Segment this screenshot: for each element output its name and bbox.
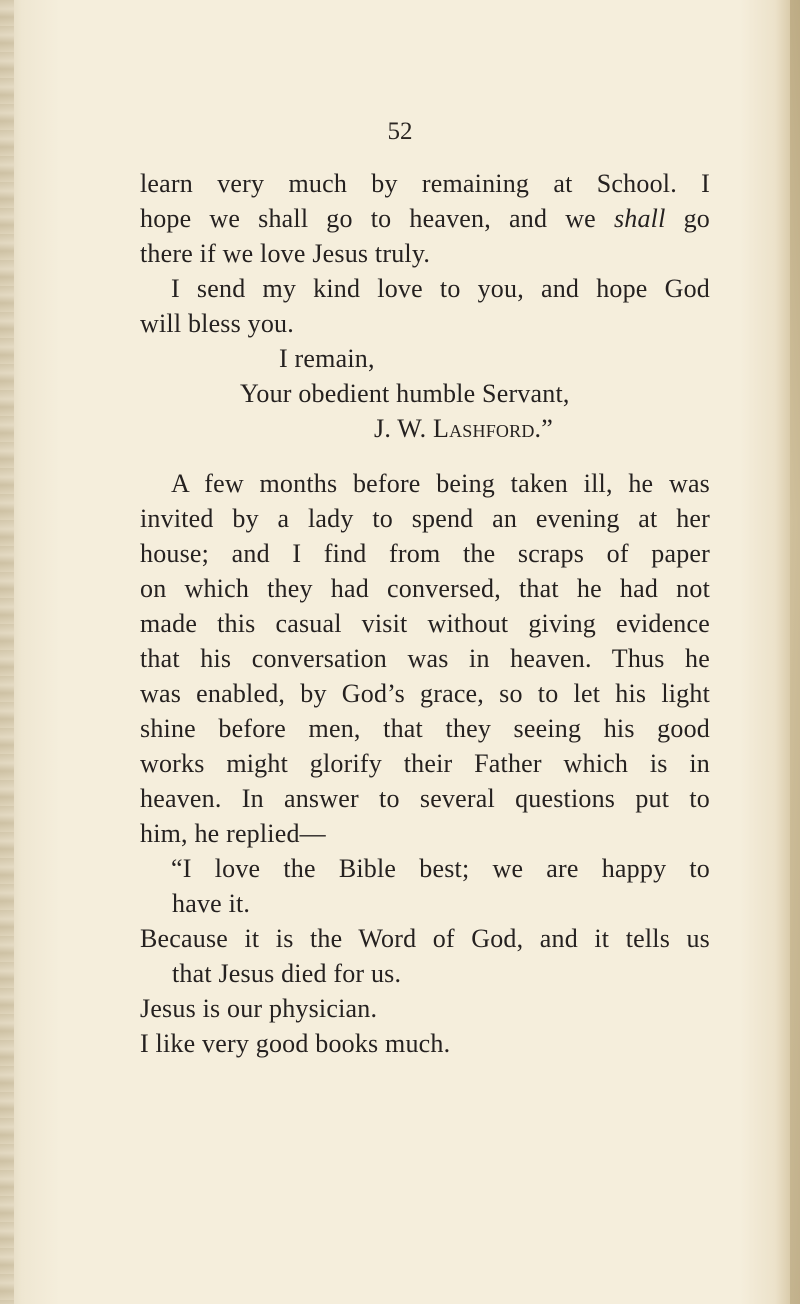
- narrative-line: shine before men, that they seeing his good: [140, 714, 710, 743]
- narrative-line: invited by a lady to spend an evening at her: [140, 504, 710, 533]
- letter-closing-servant: Your obedient humble Servant,: [240, 379, 570, 408]
- letter-signature: J. W. Lashford.”: [374, 414, 553, 443]
- narrative-line: made this casual visit without giving evidence: [140, 609, 710, 638]
- reply-line: “I love the Bible best; we are happy to: [171, 854, 710, 883]
- page-right-edge: [790, 0, 800, 1304]
- narrative-line: on which they had conversed, that he had not: [140, 574, 710, 603]
- narrative-line: heaven. In answer to several questions put to: [140, 784, 710, 813]
- letter-line: I send my kind love to you, and hope God: [171, 274, 710, 303]
- letter-line: there if we love Jesus truly.: [140, 239, 431, 268]
- narrative-line: him, he replied—: [140, 819, 326, 848]
- narrative-line: house; and I find from the scraps of paper: [140, 539, 710, 568]
- narrative-line: works might glorify their Father which is in: [140, 749, 710, 778]
- reply-line: that Jesus died for us.: [172, 959, 402, 988]
- reply-line: I like very good books much.: [140, 1029, 451, 1058]
- narrative-line: A few months before being taken ill, he was: [171, 469, 710, 498]
- paragraph-gap: [140, 446, 710, 466]
- reply-line: have it.: [172, 889, 251, 918]
- reply-line: Jesus is our physician.: [140, 994, 378, 1023]
- page-number: 52: [387, 118, 413, 145]
- page-left-edge: [0, 0, 14, 1304]
- emphasis-text: shall: [613, 204, 666, 233]
- letter-line: hope we shall go to heaven, and we shall go: [140, 204, 710, 233]
- letter-closing: I remain,: [279, 344, 375, 373]
- narrative-line: that his conversation was in heaven. Thus he: [140, 644, 710, 673]
- narrative-line: was enabled, by God’s grace, so to let his light: [140, 679, 710, 708]
- page-text: [140, 166, 710, 1061]
- letter-line: will bless you.: [140, 309, 294, 338]
- letter-line: learn very much by remaining at School. I: [140, 169, 710, 198]
- reply-line: Because it is the Word of God, and it tells us: [140, 924, 710, 953]
